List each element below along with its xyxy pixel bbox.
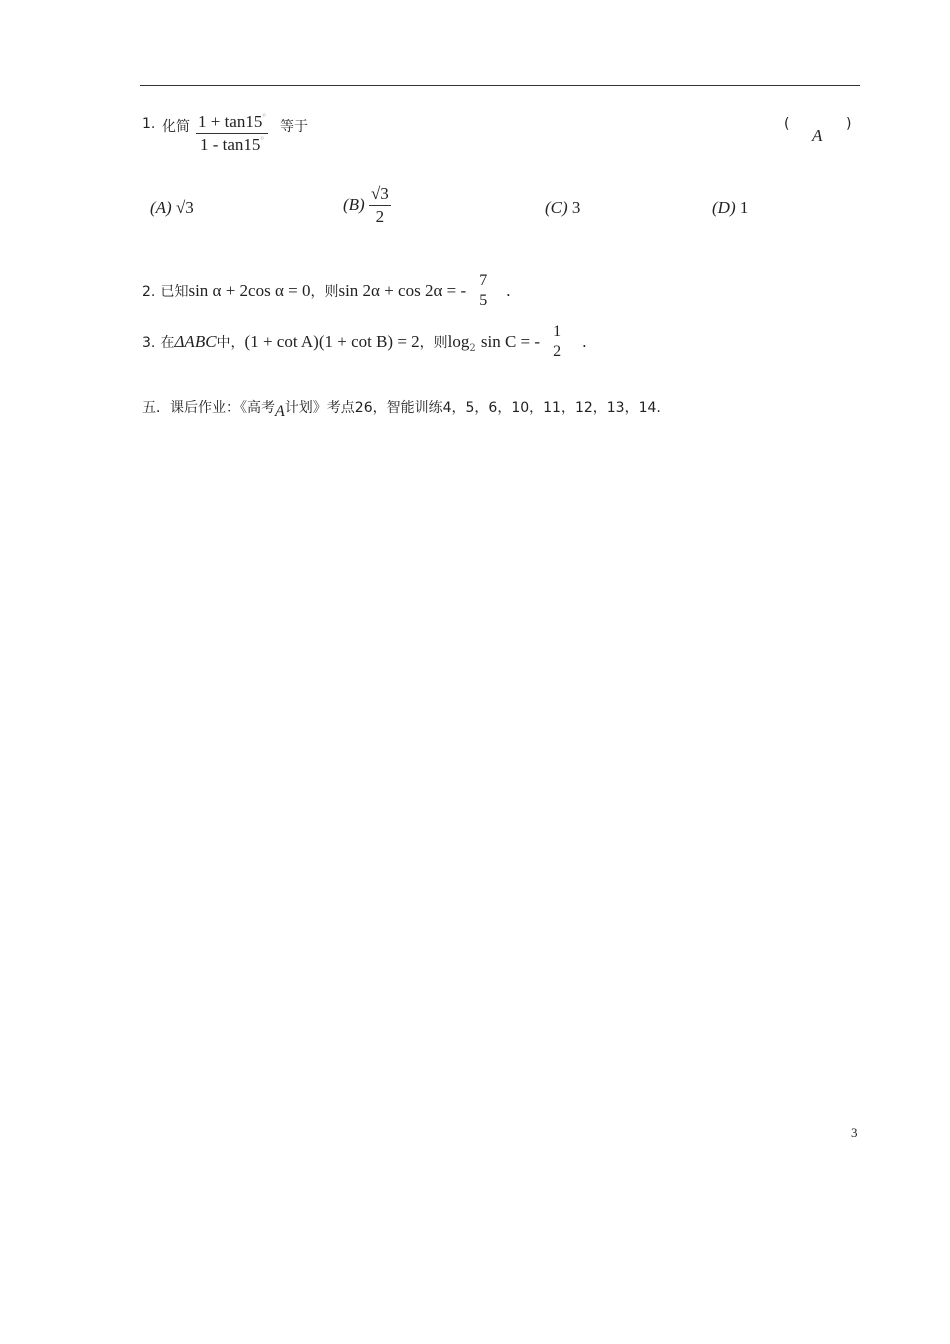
q1-option-c [545,198,580,218]
option-b-numerator: √3 [370,184,389,203]
q1-fraction: $\frac{1 + \tan 15^\circ}{1 - \tan 15^\circ}$ [198,112,266,154]
q1-option-a [150,198,194,218]
option-d-value: 1 [739,198,749,217]
option-b-denominator: 2 [375,206,385,226]
option-a-value: √3 [175,198,194,217]
option-a-label: (A) [150,198,172,217]
q3-number: 3. [142,334,156,351]
q3-expr1: (1 + cot A)(1 + cot B) = 2 [244,331,420,351]
homework-suffix: 计划》考点26，智能训练4，5，6，10，11，12，13，14. [284,400,661,416]
q2-expr2: sin 2α + cos 2α = - [338,280,467,300]
q2-line [142,272,511,311]
q1-fraction-numerator: 1 + tan15 [198,112,263,131]
q2-text-b: ，则 [310,283,339,300]
q1-paren-close: ) [846,116,852,132]
homework-line [142,397,661,420]
q3-answer-numerator: 1 [553,323,562,340]
q2-answer-denominator: 5 [479,292,488,310]
q1-suffix: 等于 [280,119,308,135]
q1-answer: A [812,126,823,145]
option-c-value: 3 [571,198,581,217]
q1-number: 1. [142,116,156,132]
q1-option-b [343,184,391,226]
homework-italic-a: A [275,403,285,420]
option-c-label: (C) [545,198,568,217]
homework-prefix: 五．课后作业：《高考 [142,400,275,416]
q2-expr1: sin α + 2cos α = 0 [188,280,311,300]
q1-fraction-denominator: 1 - tan15 [199,134,261,154]
q3-line [142,323,587,362]
q2-text-a: 已知 [160,283,189,300]
q3-text-c: ，则 [419,334,448,351]
q3-text-b: 中， [216,334,245,351]
q2-end: . [506,280,511,300]
header-rule [140,85,860,86]
q1-option-d [712,198,748,218]
q3-answer-denominator: 2 [553,343,562,361]
q1-prompt: 化简 [162,119,190,135]
q3-triangle: ΔABC [174,331,217,351]
option-b-label: (B) [343,195,365,215]
page-number: 3 [851,1125,858,1140]
option-d-label: (D) [712,198,736,217]
q3-text-a: 在 [160,334,175,351]
q3-log: log [447,331,470,351]
q3-expr2: sin C = - [480,331,541,351]
q2-answer-numerator: 7 [479,272,488,289]
q3-end: . [582,331,587,351]
q2-number: 2. [142,283,156,300]
q3-log-base: 2 [469,342,476,354]
q1-paren-open: ( [784,116,790,132]
